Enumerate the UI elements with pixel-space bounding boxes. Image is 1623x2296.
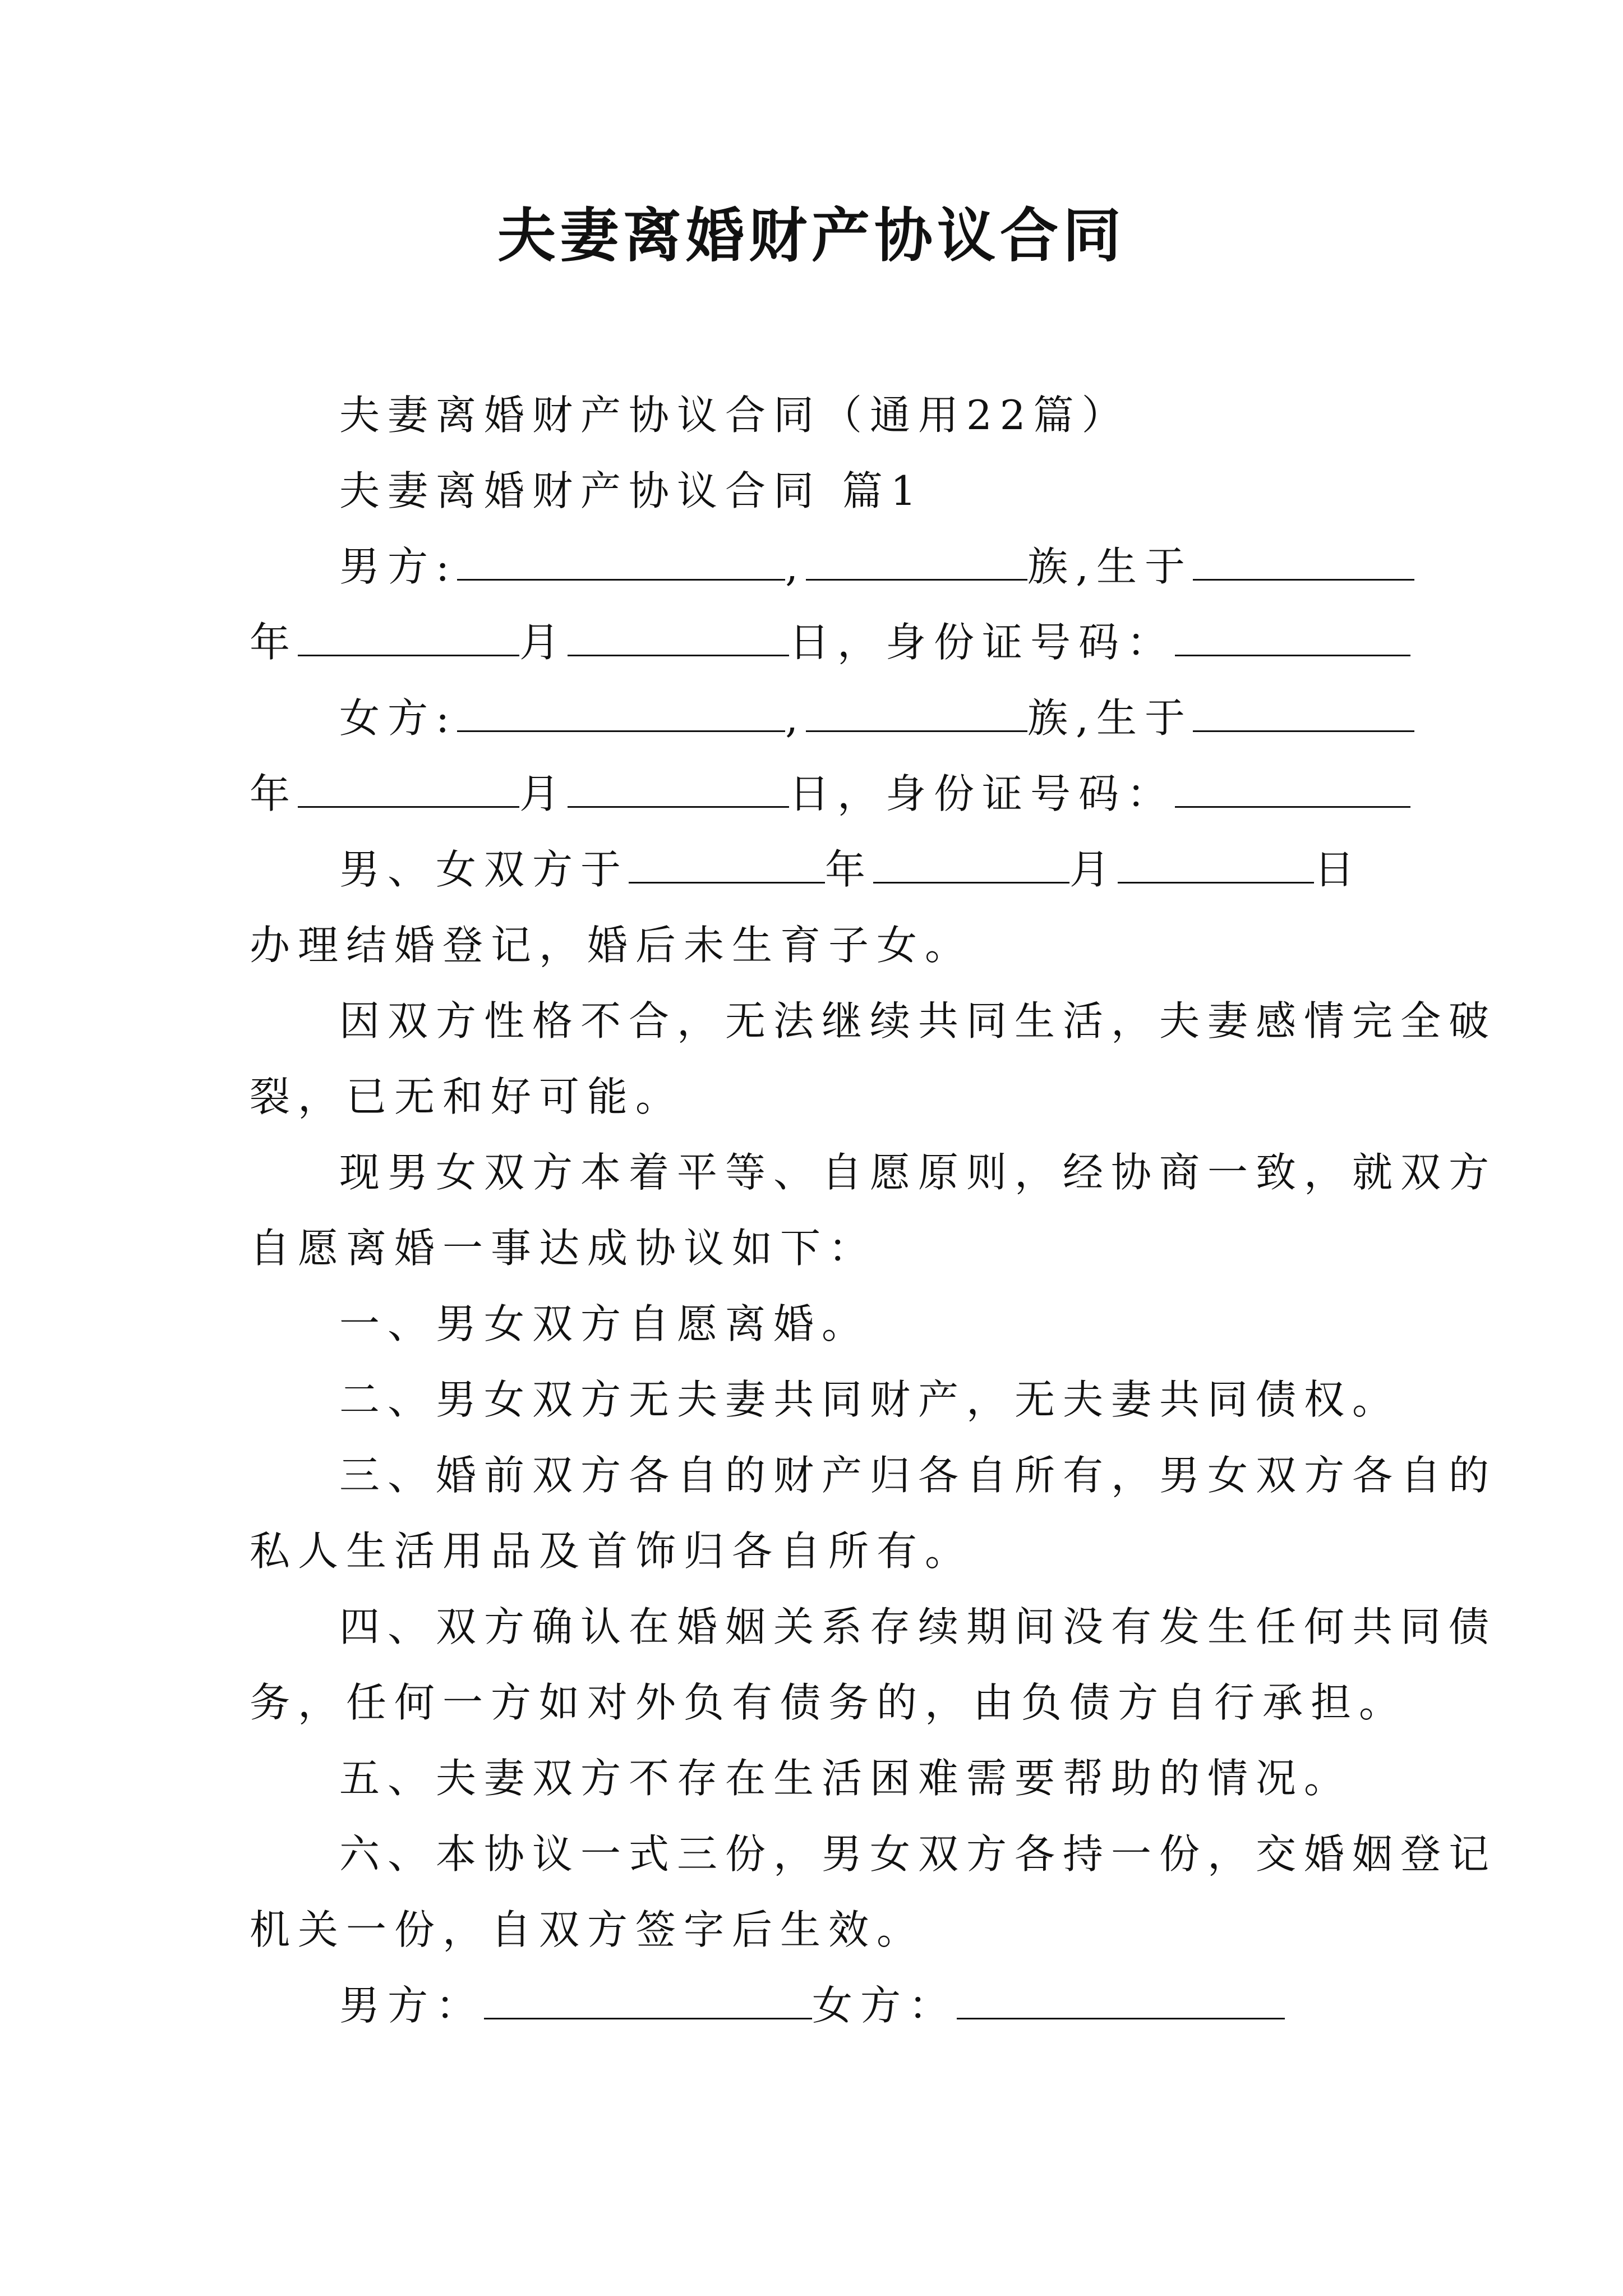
clause-3-line1: 三、婚前双方各自的财产归各自所有，男女双方各自的	[339, 1452, 1497, 1499]
marriage-year-blank[interactable]	[629, 848, 825, 884]
reason-line1: 因双方性格不合，无法继续共同生活，夫妻感情完全破	[339, 997, 1497, 1045]
marriage-day-blank[interactable]	[1118, 848, 1314, 884]
marriage-prefix: 男、女双方于	[339, 846, 629, 893]
man-info-line2	[250, 614, 1391, 670]
man-birth-blank[interactable]	[1193, 545, 1414, 581]
clause-5: 五、夫妻双方不存在生活困难需要帮助的情况。	[339, 1755, 1353, 1802]
day-id-label: 日，身份证号码：	[789, 770, 1175, 817]
year-label: 年	[250, 770, 298, 817]
day-label: 日	[1314, 846, 1363, 893]
clause-2: 二、男女双方无夫妻共同财产，无夫妻共同债权。	[339, 1376, 1401, 1423]
clause-4-line2: 务，任何一方如对外负有债务的，由负债方自行承担。	[250, 1679, 1408, 1726]
marriage-line2: 办理结婚登记，婚后未生育子女。	[250, 922, 974, 969]
clause-6-line1: 六、本协议一式三份，男女双方各持一份，交婚姻登记	[339, 1830, 1497, 1878]
man-year-blank[interactable]	[298, 621, 519, 656]
month-label: 月	[519, 619, 568, 666]
agree-line2: 自愿离婚一事达成协议如下：	[250, 1225, 877, 1272]
year-label: 年	[825, 846, 874, 893]
month-label: 月	[1069, 846, 1118, 893]
man-info-line1	[250, 539, 1391, 595]
subtitle: 夫妻离婚财产协议合同（通用22篇）	[339, 392, 1130, 439]
man-ethnic-blank[interactable]	[806, 545, 1027, 581]
reason-line2: 裂，已无和好可能。	[250, 1073, 684, 1120]
man-name-blank[interactable]	[457, 545, 785, 581]
woman-info-line1	[250, 690, 1391, 746]
agree-line1: 现男女双方本着平等、自愿原则，经协商一致，就双方	[339, 1149, 1497, 1196]
woman-label: 女方:	[339, 694, 458, 742]
woman-month-blank[interactable]	[568, 772, 789, 808]
sign-woman-label: 女方：	[812, 1982, 957, 2029]
woman-ethnic-blank[interactable]	[806, 697, 1027, 732]
sign-man-label: 男方：	[339, 1982, 485, 2029]
woman-year-blank[interactable]	[298, 772, 519, 808]
day-id-label: 日，身份证号码：	[789, 619, 1175, 666]
man-signature-blank[interactable]	[484, 1984, 812, 2019]
man-month-blank[interactable]	[568, 621, 789, 656]
ethnic-birth-label: 族,生于	[1027, 694, 1193, 742]
marriage-month-blank[interactable]	[873, 848, 1069, 884]
document-title: 夫妻离婚财产协议合同	[497, 201, 1126, 270]
woman-signature-blank[interactable]	[957, 1984, 1285, 2019]
year-label: 年	[250, 619, 298, 666]
clause-4-line1: 四、双方确认在婚姻关系存续期间没有发生任何共同债	[339, 1603, 1497, 1650]
woman-name-blank[interactable]	[457, 697, 785, 732]
clause-1: 一、男女双方自愿离婚。	[339, 1300, 870, 1347]
woman-info-line2	[250, 766, 1391, 822]
woman-birth-blank[interactable]	[1193, 697, 1414, 732]
ethnic-birth-label: 族,生于	[1027, 543, 1193, 590]
man-label: 男方:	[339, 543, 458, 590]
signature-line	[250, 1977, 1391, 2033]
month-label: 月	[519, 770, 568, 817]
woman-id-blank[interactable]	[1175, 772, 1410, 808]
clause-3-line2: 私人生活用品及首饰归各自所有。	[250, 1527, 974, 1575]
comma: ,	[785, 543, 806, 590]
part-heading: 夫妻离婚财产协议合同 篇1	[339, 467, 924, 514]
comma: ,	[785, 694, 806, 742]
man-id-blank[interactable]	[1175, 621, 1410, 656]
marriage-line1	[250, 841, 1391, 898]
clause-6-line2: 机关一份，自双方签字后生效。	[250, 1906, 925, 1953]
